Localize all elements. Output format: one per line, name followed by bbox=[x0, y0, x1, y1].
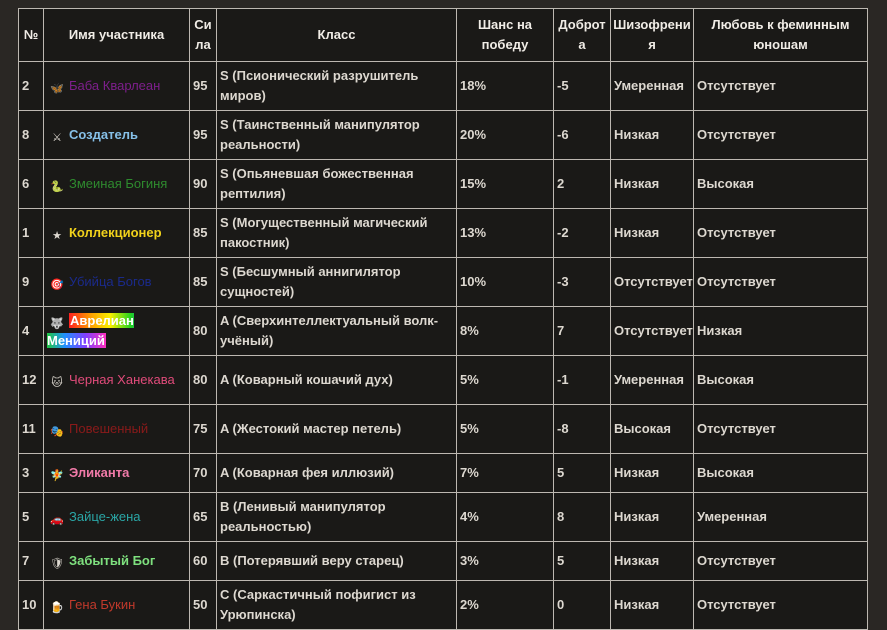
row-num: 12 bbox=[19, 356, 44, 405]
chance-cell: 7% bbox=[457, 454, 554, 493]
schizophrenia-cell: Низкая bbox=[611, 542, 694, 581]
power-cell: 60 bbox=[190, 542, 217, 581]
snake-icon: 🐍 bbox=[50, 181, 64, 193]
header-class: Класс bbox=[217, 9, 457, 62]
table-row bbox=[19, 111, 868, 160]
chance-cell: 18% bbox=[457, 62, 554, 111]
schizophrenia-cell: Высокая bbox=[611, 405, 694, 454]
kindness-cell: -6 bbox=[554, 111, 611, 160]
participant-name[interactable]: Зайце-жена bbox=[69, 509, 141, 524]
kindness-cell: 5 bbox=[554, 454, 611, 493]
participant-name-cell bbox=[44, 581, 190, 630]
participant-name-cell bbox=[44, 209, 190, 258]
power-cell: 95 bbox=[190, 111, 217, 160]
love-cell: Высокая bbox=[694, 356, 868, 405]
header-power: Сила bbox=[190, 9, 217, 62]
table-row bbox=[19, 542, 868, 581]
beer-icon: 🍺 bbox=[50, 602, 64, 614]
table-row bbox=[19, 405, 868, 454]
table-row bbox=[19, 62, 868, 111]
table-row bbox=[19, 209, 868, 258]
participant-name-cell bbox=[44, 493, 190, 542]
table-row bbox=[19, 258, 868, 307]
chance-cell: 5% bbox=[457, 405, 554, 454]
chance-cell: 8% bbox=[457, 307, 554, 356]
kindness-cell: 5 bbox=[554, 542, 611, 581]
power-cell: 75 bbox=[190, 405, 217, 454]
love-cell: Высокая bbox=[694, 160, 868, 209]
participant-name-cell bbox=[44, 160, 190, 209]
class-cell: A (Коварная фея иллюзий) bbox=[217, 454, 457, 493]
shield-icon: 🛡 bbox=[50, 558, 64, 570]
table-row bbox=[19, 307, 868, 356]
row-num: 7 bbox=[19, 542, 44, 581]
participant-name[interactable]: Повешенный bbox=[69, 421, 149, 436]
table-header bbox=[19, 9, 868, 62]
class-cell: B (Потерявший веру старец) bbox=[217, 542, 457, 581]
class-cell: S (Псионический разрушитель миров) bbox=[217, 62, 457, 111]
kindness-cell: 2 bbox=[554, 160, 611, 209]
car-icon: 🚗 bbox=[50, 514, 64, 526]
power-cell: 85 bbox=[190, 209, 217, 258]
love-cell: Отсутствует bbox=[694, 542, 868, 581]
kindness-cell: -5 bbox=[554, 62, 611, 111]
power-cell: 65 bbox=[190, 493, 217, 542]
love-cell: Отсутствует bbox=[694, 581, 868, 630]
chance-cell: 5% bbox=[457, 356, 554, 405]
class-cell: S (Опьяневшая божественная рептилия) bbox=[217, 160, 457, 209]
participant-name[interactable]: Баба Кварлеан bbox=[69, 78, 161, 93]
cat-icon: 🐱 bbox=[51, 377, 63, 389]
participant-name[interactable]: Эликанта bbox=[69, 465, 130, 480]
row-num: 9 bbox=[19, 258, 44, 307]
participant-name-cell bbox=[44, 356, 190, 405]
row-num: 10 bbox=[19, 581, 44, 630]
table-row bbox=[19, 581, 868, 630]
kindness-cell: 7 bbox=[554, 307, 611, 356]
table-row bbox=[19, 493, 868, 542]
header-schizophrenia: Шизофрения bbox=[611, 9, 694, 62]
header-num: № bbox=[19, 9, 44, 62]
power-cell: 90 bbox=[190, 160, 217, 209]
fairy-icon: 🧚 bbox=[50, 470, 64, 482]
power-cell: 50 bbox=[190, 581, 217, 630]
love-cell: Высокая bbox=[694, 454, 868, 493]
class-cell: C (Саркастичный пофигист из Урюпинска) bbox=[217, 581, 457, 630]
schizophrenia-cell: Низкая bbox=[611, 581, 694, 630]
butterfly-icon: 🦋 bbox=[50, 83, 64, 95]
love-cell: Отсутствует bbox=[694, 111, 868, 160]
schizophrenia-cell: Низкая bbox=[611, 493, 694, 542]
chance-cell: 4% bbox=[457, 493, 554, 542]
star-icon: ★ bbox=[52, 230, 62, 242]
participant-name-cell bbox=[44, 307, 190, 356]
row-num: 3 bbox=[19, 454, 44, 493]
schizophrenia-cell: Низкая bbox=[611, 160, 694, 209]
table-row bbox=[19, 356, 868, 405]
ranking-table bbox=[18, 8, 868, 630]
chance-cell: 3% bbox=[457, 542, 554, 581]
participant-name[interactable]: Аврелиан Мениций bbox=[47, 313, 134, 348]
power-cell: 95 bbox=[190, 62, 217, 111]
chance-cell: 10% bbox=[457, 258, 554, 307]
chance-cell: 13% bbox=[457, 209, 554, 258]
participant-name[interactable]: Змеиная Богиня bbox=[69, 176, 168, 191]
love-cell: Отсутствует bbox=[694, 258, 868, 307]
row-num: 1 bbox=[19, 209, 44, 258]
power-cell: 70 bbox=[190, 454, 217, 493]
participant-name[interactable]: Черная Ханекава bbox=[69, 372, 175, 387]
row-num: 11 bbox=[19, 405, 44, 454]
class-cell: A (Сверхинтеллектуальный волк-учёный) bbox=[217, 307, 457, 356]
participant-name-cell bbox=[44, 405, 190, 454]
schizophrenia-cell: Низкая bbox=[611, 454, 694, 493]
table-row bbox=[19, 160, 868, 209]
header-name: Имя участника bbox=[44, 9, 190, 62]
power-cell: 80 bbox=[190, 307, 217, 356]
schizophrenia-cell: Низкая bbox=[611, 209, 694, 258]
row-num: 5 bbox=[19, 493, 44, 542]
header-love: Любовь к феминным юношам bbox=[694, 9, 868, 62]
love-cell: Низкая bbox=[694, 307, 868, 356]
love-cell: Отсутствует bbox=[694, 209, 868, 258]
header-chance: Шанс на победу bbox=[457, 9, 554, 62]
kindness-cell: -8 bbox=[554, 405, 611, 454]
class-cell: A (Коварный кошачий дух) bbox=[217, 356, 457, 405]
schizophrenia-cell: Умеренная bbox=[611, 356, 694, 405]
chance-cell: 15% bbox=[457, 160, 554, 209]
schizophrenia-cell: Умеренная bbox=[611, 62, 694, 111]
kindness-cell: -1 bbox=[554, 356, 611, 405]
theater-masks-icon: 🎭 bbox=[50, 426, 64, 438]
schizophrenia-cell: Низкая bbox=[611, 111, 694, 160]
class-cell: S (Бесшумный аннигилятор сущностей) bbox=[217, 258, 457, 307]
kindness-cell: -2 bbox=[554, 209, 611, 258]
participant-name[interactable]: Коллекционер bbox=[69, 225, 162, 240]
kindness-cell: -3 bbox=[554, 258, 611, 307]
chance-cell: 2% bbox=[457, 581, 554, 630]
participant-name[interactable]: Гена Букин bbox=[69, 597, 136, 612]
chance-cell: 20% bbox=[457, 111, 554, 160]
kindness-cell: 8 bbox=[554, 493, 611, 542]
ranking-table-container bbox=[18, 8, 868, 630]
row-num: 8 bbox=[19, 111, 44, 160]
class-cell: A (Жестокий мастер петель) bbox=[217, 405, 457, 454]
participant-name-cell bbox=[44, 62, 190, 111]
row-num: 4 bbox=[19, 307, 44, 356]
class-cell: B (Ленивый манипулятор реальностью) bbox=[217, 493, 457, 542]
schizophrenia-cell: Отсутствует bbox=[611, 258, 694, 307]
love-cell: Отсутствует bbox=[694, 405, 868, 454]
love-cell: Отсутствует bbox=[694, 62, 868, 111]
kindness-cell: 0 bbox=[554, 581, 611, 630]
wolf-icon: 🐺 bbox=[50, 318, 64, 330]
schizophrenia-cell: Отсутствует bbox=[611, 307, 694, 356]
participant-name-cell bbox=[44, 111, 190, 160]
row-num: 6 bbox=[19, 160, 44, 209]
love-cell: Умеренная bbox=[694, 493, 868, 542]
row-num: 2 bbox=[19, 62, 44, 111]
class-cell: S (Могущественный магический пакостник) bbox=[217, 209, 457, 258]
header-row bbox=[19, 9, 868, 62]
crossed-swords-icon: ⚔ bbox=[52, 132, 62, 144]
participant-name[interactable]: Забытый Бог bbox=[69, 553, 156, 568]
participant-name-cell bbox=[44, 542, 190, 581]
participant-name[interactable]: Убийца Богов bbox=[69, 274, 152, 289]
table-row bbox=[19, 454, 868, 493]
participant-name-cell bbox=[44, 454, 190, 493]
power-cell: 85 bbox=[190, 258, 217, 307]
class-cell: S (Таинственный манипулятор реальности) bbox=[217, 111, 457, 160]
participant-name[interactable]: Создатель bbox=[69, 127, 138, 142]
participant-name-cell bbox=[44, 258, 190, 307]
header-kindness: Доброта bbox=[554, 9, 611, 62]
power-cell: 80 bbox=[190, 356, 217, 405]
table-body bbox=[19, 62, 868, 630]
target-icon: 🎯 bbox=[50, 279, 64, 291]
